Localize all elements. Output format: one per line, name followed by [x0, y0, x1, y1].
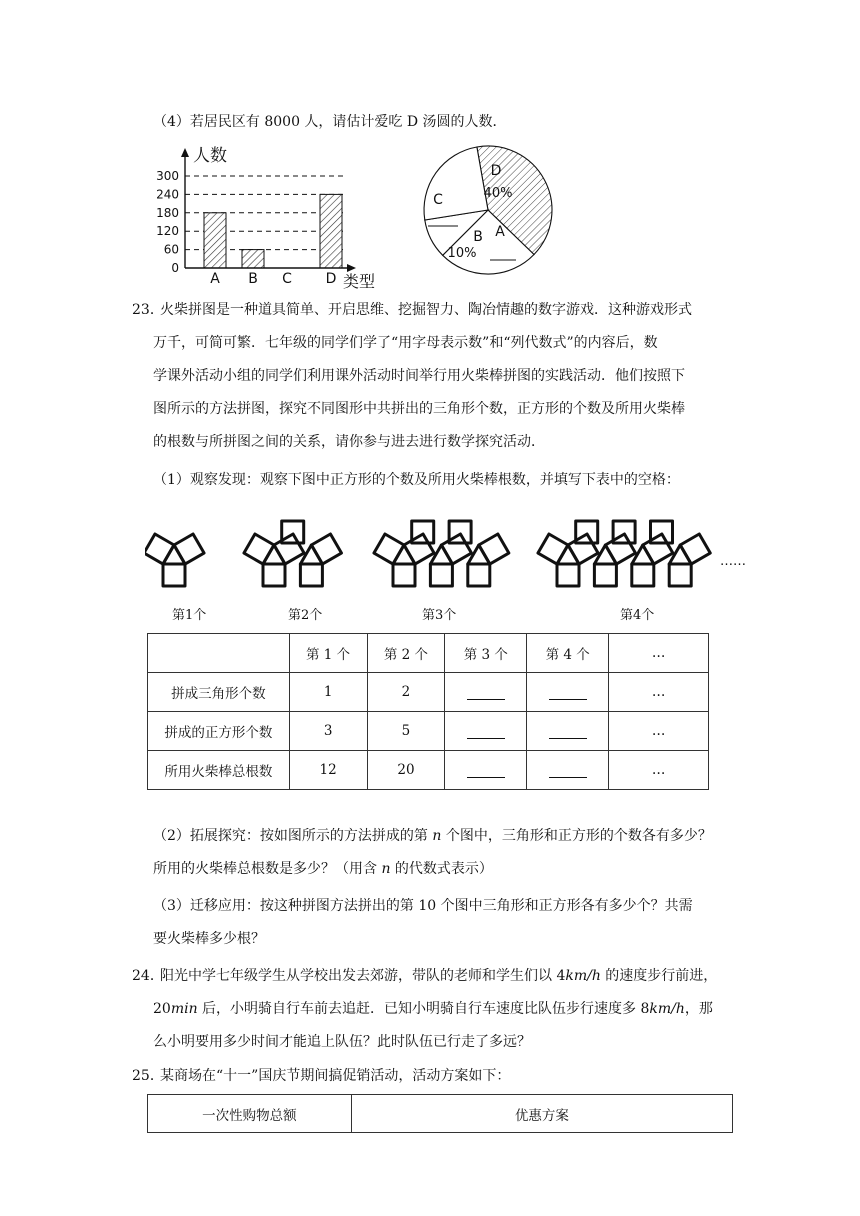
matchstick-square: [568, 534, 598, 564]
pie-slice-C: [424, 147, 488, 220]
blank-cell[interactable]: [527, 751, 609, 790]
table-cell: 12: [289, 751, 367, 790]
unit-min: min: [170, 1001, 198, 1017]
matchstick-square: [632, 564, 654, 586]
blank-cell[interactable]: [445, 712, 527, 751]
matchstick-square: [311, 534, 341, 564]
pie-percent-label: 10%: [447, 246, 477, 261]
matchstick-figure: [244, 521, 342, 586]
text-segment: 后，小明骑自行车前去追赶．已知小明骑自行车速度比队伍步行速度多 8: [197, 1001, 650, 1017]
blank-cell[interactable]: [445, 673, 527, 712]
blank-cell[interactable]: [527, 673, 609, 712]
table-row: [148, 712, 709, 751]
text-segment: （2）拓展探究：按如图所示的方法拼成的第: [153, 828, 433, 844]
x-tick-label: A: [210, 271, 220, 287]
table-header-cell: 第 4 个: [527, 634, 609, 673]
bar: [242, 250, 264, 268]
table-row: [148, 673, 709, 712]
matchstick-square: [274, 534, 304, 564]
matchstick-square: [404, 534, 434, 564]
unit-kmh: km/h: [649, 1001, 685, 1017]
pie-label: D: [490, 163, 502, 179]
y-axis-arrow-icon: [181, 148, 189, 157]
answer-blank[interactable]: [467, 685, 505, 700]
table-cell: 5: [367, 712, 445, 751]
q23-part2-line2: [153, 859, 493, 879]
text-segment: ，那: [684, 1001, 713, 1017]
row-label: 拼成的正方形个数: [148, 712, 290, 751]
table-header-cell: 第 2 个: [367, 634, 445, 673]
table-header-row: [148, 1095, 733, 1133]
q23-part1: （1）观察发现：观察下图中正方形的个数及所用火柴棒根数，并填写下表中的空格：: [153, 472, 680, 488]
matchstick-square: [669, 564, 691, 586]
y-tick-label: 120: [156, 224, 179, 239]
y-tick-label: 240: [156, 187, 179, 202]
figure-label-4: 第4个: [620, 608, 655, 623]
matchstick-figure: [538, 521, 710, 586]
unit-kmh: km/h: [565, 968, 601, 984]
variable-n: n: [432, 828, 442, 844]
row-label: 所用火柴棒总根数: [148, 751, 290, 790]
blank-cell[interactable]: [527, 712, 609, 751]
x-tick-label: C: [282, 271, 292, 287]
q23-line-3: 学课外活动小组的同学们利用课外活动时间举行用火柴棒拼图的实践活动．他们按照下: [153, 368, 685, 384]
x-axis-arrow-icon: [347, 264, 356, 272]
matchstick-square: [468, 564, 490, 586]
matchstick-square: [594, 564, 616, 586]
matchstick-square: [479, 534, 509, 564]
blank-cell[interactable]: [445, 751, 527, 790]
answer-blank[interactable]: [549, 724, 587, 739]
table-cell: …: [609, 751, 709, 790]
matchstick-square: [430, 564, 452, 586]
text-segment: 所用的火柴棒总根数是多少？（用含: [153, 861, 382, 877]
q23-line-1: 火柴拼图是一种道具简单、开启思维、挖掘智力、陶冶情趣的数字游戏．这种游戏形式: [160, 302, 692, 318]
matchstick-square: [441, 534, 471, 564]
table-header-cell: 一次性购物总额: [148, 1095, 352, 1133]
table-cell: 2: [367, 673, 445, 712]
text-segment: 个图中，三角形和正方形的个数各有多少？: [441, 828, 712, 844]
q23-table: [147, 633, 709, 790]
matchstick-square: [605, 534, 635, 564]
variable-n: n: [381, 861, 391, 877]
matchstick-square: [174, 534, 204, 564]
matchstick-square: [374, 534, 404, 564]
table-header-row: [148, 634, 709, 673]
q24-line2: [153, 999, 713, 1019]
matchstick-square: [643, 534, 673, 564]
q25-number: 25．: [132, 1068, 164, 1084]
matchstick-figure: [374, 521, 509, 586]
y-axis-label: 人数: [193, 146, 227, 166]
figure-label-2: 第2个: [288, 608, 323, 623]
matchstick-square: [300, 564, 322, 586]
bar: [320, 194, 342, 268]
y-tick-label: 60: [163, 242, 179, 257]
pie-label: C: [433, 192, 443, 208]
y-tick-label: 300: [156, 169, 179, 183]
answer-blank[interactable]: [467, 724, 505, 739]
q24-number: 24．: [132, 968, 164, 984]
pie-label: B: [473, 229, 483, 245]
table-header-cell: 第 3 个: [445, 634, 527, 673]
x-axis-label: 类型: [343, 272, 376, 290]
q23-part2-line1: [153, 826, 712, 846]
table-cell: …: [609, 673, 709, 712]
matchstick-figure: [145, 534, 204, 586]
table-header-cell: 优惠方案: [351, 1095, 732, 1133]
table-cell: …: [609, 712, 709, 751]
matchstick-square: [263, 564, 285, 586]
x-tick-label: D: [325, 271, 337, 287]
bar: [204, 213, 226, 268]
q25-line1: 某商场在“十一”国庆节期间搞促销活动，活动方案如下：: [160, 1068, 511, 1084]
table-header-cell: 第 1 个: [289, 634, 367, 673]
q24-line3: 么小明要用多少时间才能追上队伍？此时队伍已行走了多远？: [153, 1034, 531, 1050]
y-tick-label: 0: [171, 261, 179, 275]
matchstick-square: [393, 564, 415, 586]
matchstick-square: [163, 564, 185, 586]
answer-blank[interactable]: [549, 685, 587, 700]
q25-table: [147, 1094, 733, 1133]
q22-part4-text: （4）若居民区有 8000 人，请估计爱吃 D 汤圆的人数．: [153, 114, 507, 130]
answer-blank[interactable]: [467, 763, 505, 778]
matchstick-square: [244, 534, 274, 564]
q23-line-2: 万千，可简可繁．七年级的同学们学了“用字母表示数”和“列代数式”的内容后，数: [153, 335, 658, 351]
x-tick-label: B: [248, 271, 258, 287]
matchstick-square: [145, 534, 174, 564]
q23-part3-line2: 要火柴棒多少根？: [153, 931, 265, 947]
pie-label: A: [495, 224, 505, 240]
text-segment: 阳光中学七年级学生从学校出发去郊游，带队的老师和学生们以 4: [160, 968, 566, 984]
pie-percent-label: 40%: [483, 186, 513, 201]
matchstick-square: [538, 534, 568, 564]
q23-part3-line1: （3）迁移应用：按这种拼图方法拼出的第 10 个图中三角形和正方形各有多少个？共需: [153, 898, 693, 914]
q23-line-5: 的根数与所拼图之间的关系，请你参与进去进行数学探究活动．: [153, 434, 545, 450]
pie-chart: [418, 140, 558, 280]
figure-label-1: 第1个: [172, 608, 207, 623]
row-label: 拼成三角形个数: [148, 673, 290, 712]
matchstick-square: [680, 534, 710, 564]
text-segment: 20: [153, 1001, 171, 1017]
answer-blank[interactable]: [549, 763, 587, 778]
q23-number: 23．: [132, 302, 164, 318]
table-header-cell: …: [609, 634, 709, 673]
text-segment: 的代数式表示）: [390, 861, 493, 877]
q23-line-4: 图所示的方法拼图，探究不同图形中共拼出的三角形个数，正方形的个数及所用火柴棒: [153, 401, 685, 417]
ellipsis: ……: [720, 554, 746, 569]
bar-chart: [155, 140, 385, 290]
figure-label-3: 第3个: [422, 608, 457, 623]
table-cell: 20: [367, 751, 445, 790]
q24-line1: [160, 966, 717, 986]
table-cell: 1: [289, 673, 367, 712]
text-segment: 的速度步行前进，: [600, 968, 718, 984]
table-header-cell: [148, 634, 290, 673]
y-tick-label: 180: [156, 205, 179, 220]
table-cell: 3: [289, 712, 367, 751]
table-row: [148, 751, 709, 790]
matchstick-square: [557, 564, 579, 586]
